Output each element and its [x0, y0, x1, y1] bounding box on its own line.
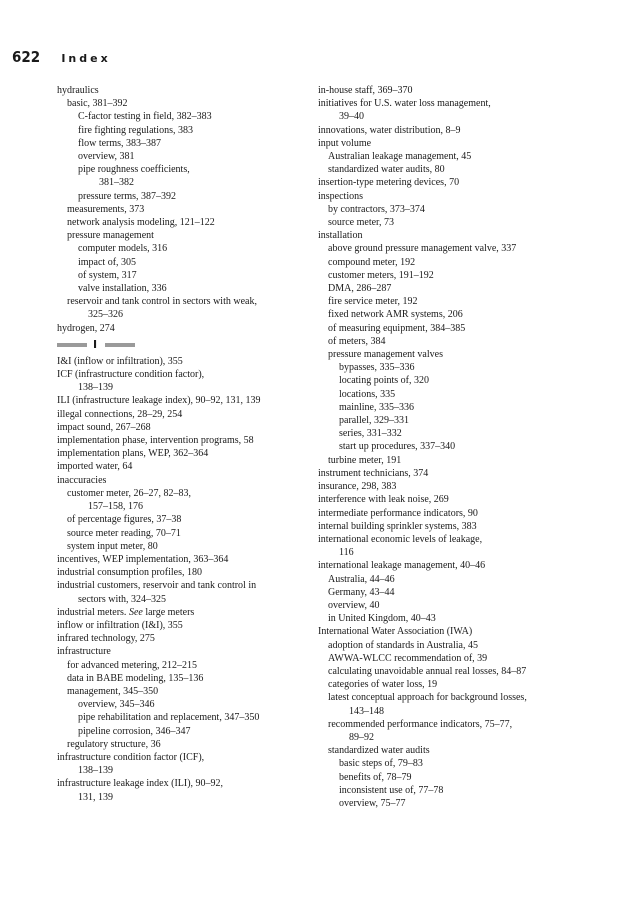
index-entry: input volume [318, 137, 372, 149]
index-entry: of measuring equipment, 384–385 [328, 322, 466, 334]
index-entry: inspections [318, 190, 363, 202]
index-entry: pipeline corrosion, 346–347 [78, 725, 191, 737]
index-entry: industrial consumption profiles, 180 [57, 567, 202, 579]
index-entry: inaccuracies [57, 474, 107, 486]
section-title: Index [61, 52, 111, 65]
index-entry: 39–40 [339, 111, 364, 123]
index-entry: reservoir and tank control in sectors with weak, [67, 296, 257, 308]
index-entry: 143–148 [349, 705, 384, 717]
index-column-right [318, 84, 573, 810]
divider-bar-left [57, 343, 87, 347]
index-entry: ICF (infrastructure condition factor), [57, 369, 205, 381]
index-entry: valve installation, 336 [78, 283, 167, 295]
index-entry: adoption of standards in Australia, 45 [328, 639, 478, 651]
index-entry: insurance, 298, 383 [318, 481, 397, 493]
index-entry: inconsistent use of, 77–78 [339, 784, 444, 796]
index-entry: initiatives for U.S. water loss management, [318, 98, 491, 110]
page-number: 622 [12, 48, 41, 66]
index-entry: sectors with, 324–325 [78, 593, 167, 605]
divider-bar-right [105, 343, 135, 347]
index-entry: installation [318, 230, 363, 242]
index-entry: implementation plans, WEP, 362–364 [57, 448, 209, 460]
index-entry: measurements, 373 [67, 203, 145, 215]
index-entry: above ground pressure management valve, 337 [328, 243, 517, 255]
index-group-right [318, 84, 573, 810]
index-entry: infrared technology, 275 [57, 633, 155, 645]
index-entry: hydrogen, 274 [57, 322, 115, 334]
index-entry: pipe roughness coefficients, [78, 164, 190, 176]
index-entry: pressure management [67, 230, 154, 242]
index-entry: I&I (inflow or infiltration), 355 [57, 355, 183, 367]
index-entry: recommended performance indicators, 75–77, [328, 718, 513, 730]
index-entry: fire service meter, 192 [328, 296, 418, 308]
index-entry: 116 [339, 547, 354, 559]
index-entry: basic, 381–392 [67, 98, 128, 110]
index-entry: 381–382 [99, 177, 134, 189]
index-entry: system input meter, 80 [67, 540, 158, 552]
index-entry: 325–326 [88, 309, 123, 321]
index-entry: 131, 139 [78, 791, 113, 803]
index-entry: ILI (infrastructure leakage index), 90–92, 131, 139 [57, 395, 261, 407]
index-entry: International Water Association (IWA) [318, 626, 473, 638]
index-entry: for advanced metering, 212–215 [67, 659, 197, 671]
index-entry: series, 331–332 [339, 428, 402, 440]
index-entry: basic steps of, 79–83 [339, 758, 423, 770]
index-entry: illegal connections, 28–29, 254 [57, 408, 183, 420]
index-entry: standardized water audits, 80 [328, 164, 445, 176]
index-entry: 138–139 [78, 765, 113, 777]
index-entry: C-factor testing in field, 382–383 [78, 111, 212, 123]
index-entry: network analysis modeling, 121–122 [67, 217, 215, 229]
index-entry: fire fighting regulations, 383 [78, 124, 193, 136]
index-entry: Australia, 44–46 [328, 573, 395, 585]
index-entry: instrument technicians, 374 [318, 467, 429, 479]
index-entry: internal building sprinkler systems, 383 [318, 520, 477, 532]
running-header [12, 48, 111, 66]
index-entry: turbine meter, 191 [328, 454, 402, 466]
index-entry: latest conceptual approach for background losses, [328, 692, 527, 704]
index-entry: compound meter, 192 [328, 256, 416, 268]
index-entry: data in BABE modeling, 135–136 [67, 672, 204, 684]
index-entry: of meters, 384 [328, 335, 386, 347]
index-entry: in-house staff, 369–370 [318, 85, 413, 96]
index-entry: infrastructure [57, 646, 111, 658]
index-entry: bypasses, 335–336 [339, 362, 415, 374]
index-entry: 138–139 [78, 382, 113, 394]
index-entry: Australian leakage management, 45 [328, 151, 472, 163]
index-entry: overview, 345–346 [78, 699, 155, 711]
index-entry: pressure management valves [328, 349, 443, 361]
index-entry: parallel, 329–331 [339, 415, 409, 427]
index-entry: fixed network AMR systems, 206 [328, 309, 463, 321]
index-entry: 89–92 [349, 731, 374, 743]
index-entry: overview, 40 [328, 599, 380, 611]
index-entry: AWWA-WLCC recommendation of, 39 [328, 652, 488, 664]
index-entry: pipe rehabilitation and replacement, 347–350 [78, 712, 260, 724]
index-entry: intermediate performance indicators, 90 [318, 507, 478, 519]
index-entry: regulatory structure, 36 [67, 738, 161, 750]
index-entry: in United Kingdom, 40–43 [328, 613, 436, 625]
index-entry: flow terms, 383–387 [78, 137, 162, 149]
index-entry: of system, 317 [78, 269, 137, 281]
index-entry: incentives, WEP implementation, 363–364 [57, 553, 229, 565]
index-entry: benefits of, 78–79 [339, 771, 412, 783]
index-entry: locating points of, 320 [339, 375, 429, 387]
letter-divider [57, 335, 302, 355]
index-entry: overview, 381 [78, 151, 135, 163]
index-entry: international leakage management, 40–46 [318, 560, 486, 572]
index-entry: categories of water loss, 19 [328, 679, 438, 691]
index-group-i [57, 355, 302, 804]
index-entry: DMA, 286–287 [328, 283, 392, 295]
index-entry: impact of, 305 [78, 256, 137, 268]
index-entry [57, 606, 302, 619]
index-entry: inflow or infiltration (I&I), 355 [57, 619, 183, 631]
index-entry: standardized water audits [328, 745, 430, 757]
index-entry: overview, 75–77 [339, 797, 406, 809]
index-entry: hydraulics [57, 85, 99, 96]
index-entry: source meter, 73 [328, 217, 394, 229]
index-entry: interference with leak noise, 269 [318, 494, 449, 506]
index-group-h [57, 84, 302, 335]
index-entry: 157–158, 176 [88, 501, 143, 513]
index-entry: impact sound, 267–268 [57, 421, 151, 433]
index-entry: infrastructure condition factor (ICF), [57, 751, 205, 763]
index-entry: source meter reading, 70–71 [67, 527, 181, 539]
index-entry: customer meters, 191–192 [328, 269, 434, 281]
index-entry: innovations, water distribution, 8–9 [318, 124, 461, 136]
index-entry: pressure terms, 387–392 [78, 190, 177, 202]
index-entry: implementation phase, intervention programs, 58 [57, 435, 254, 447]
divider-letter: I [93, 337, 98, 351]
index-entry: customer meter, 26–27, 82–83, [67, 487, 192, 499]
see-reference: See [128, 606, 143, 618]
index-entry: of percentage figures, 37–38 [67, 514, 182, 526]
index-entry: imported water, 64 [57, 461, 133, 473]
index-entry: mainline, 335–336 [339, 401, 414, 413]
index-entry: infrastructure leakage index (ILI), 90–92, [57, 778, 224, 790]
entry-text: industrial meters. [57, 606, 127, 618]
index-column-left [57, 84, 302, 804]
index-entry: start up procedures, 337–340 [339, 441, 456, 453]
see-target: large meters [145, 606, 195, 618]
index-entry: Germany, 43–44 [328, 586, 395, 598]
index-entry: industrial customers, reservoir and tank control in [57, 580, 257, 592]
index-entry: insertion-type metering devices, 70 [318, 177, 460, 189]
index-entry: locations, 335 [339, 388, 396, 400]
index-entry: international economic levels of leakage, [318, 533, 483, 545]
index-entry: management, 345–350 [67, 685, 159, 697]
index-entry: computer models, 316 [78, 243, 168, 255]
index-entry: calculating unavoidable annual real losses, 84–87 [328, 665, 527, 677]
index-entry: by contractors, 373–374 [328, 203, 425, 215]
